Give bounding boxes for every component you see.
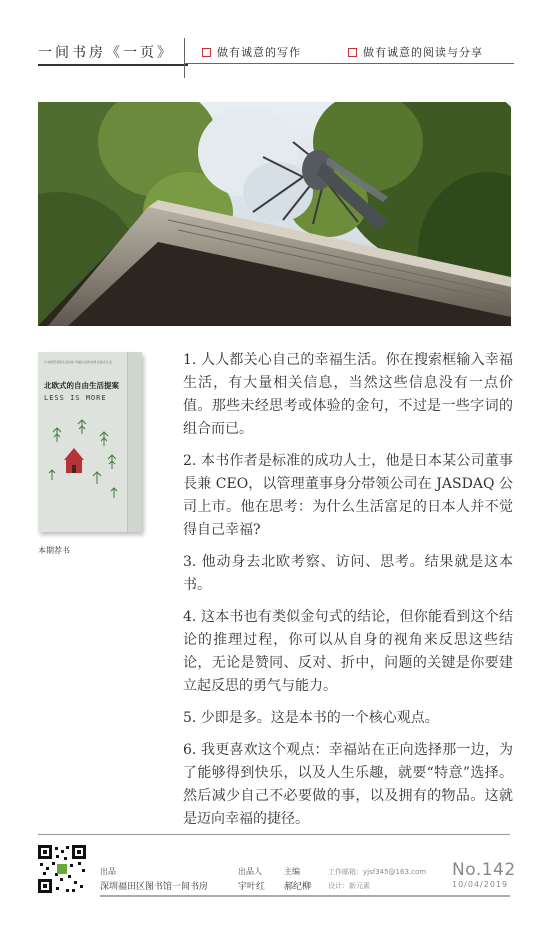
article-paragraph: 2. 本书作者是标准的成功人士，他是日本某公司董事長兼 CEO，以管理董事身分帯领公司在 JASDAQ 公司上市。他在思考：为什么生活富足的日本人并不觉得自己幸福? [183, 453, 513, 538]
article-body [183, 349, 513, 840]
article-paragraph: 1. 人人都关心自己的幸福生活。你在搜索框输入幸福生活，有大量相关信息，当然这些信息没有一点价值。那些未经思考或体验的金句，不过是一些字词的组合而已。 [183, 352, 513, 437]
book-cover-spine [127, 352, 142, 532]
editor-name: 郝纪柳 [284, 882, 312, 892]
book-cover [38, 352, 142, 532]
publisher-label: 出品 [100, 867, 116, 876]
tag-reading [348, 44, 483, 60]
book-cover-small-text: 日本经营者的生活实验 幸福生活的关键 北欧式生活 [44, 360, 112, 364]
hero-photo [38, 102, 511, 326]
book-cover-title: 北欧式的自由生活提案 [44, 381, 119, 390]
book-caption: 本期荐书 [38, 546, 70, 555]
designer: 设计：新元素 [328, 882, 370, 890]
tag-reading-label: 做有诚意的阅读与分享 [363, 46, 483, 59]
editor-label: 主编 [284, 867, 300, 876]
checkbox-icon [202, 48, 211, 57]
brand-title: 一间书房《一页》 [38, 45, 174, 61]
checkbox-icon [348, 48, 357, 57]
tag-writing-label: 做有诚意的写作 [217, 46, 301, 59]
book-cover-illustration [42, 410, 128, 520]
article-paragraph: 4. 这本书也有类似金句式的结论，但你能看到这个结论的推理过程，你可以从自身的视角来反思这些结论，无论是赞同、反对、折中，问题的关键是你要建立起反思的勇气与能力。 [183, 609, 513, 694]
footer-divider [38, 834, 510, 835]
article-paragraph: 3. 他动身去北欧考察、访问、思考。结果就是这本书。 [183, 554, 513, 593]
publisher-name: 深圳福田区图书馆一间书房 [100, 882, 209, 892]
article-paragraph: 5. 少即是多。这是本书的一个核心观点。 [183, 710, 439, 726]
header [38, 38, 514, 78]
issue-number: No.142 [452, 860, 516, 880]
book-cover-subtitle: LESS IS MORE [44, 394, 107, 402]
producer-name: 宇叶红 [238, 882, 266, 892]
tag-writing [202, 44, 301, 60]
header-divider-horizontal [184, 63, 514, 64]
qr-code-icon [38, 845, 86, 893]
work-email: 工作邮箱：yjsf345@163.com [328, 868, 427, 876]
producer-label: 出品人 [238, 867, 262, 876]
footer-bottom-rule [100, 895, 510, 897]
article-paragraph: 6. 我更喜欢这个观点：幸福站在正向选择那一边，为了能够得到快乐，以及人生乐趣，就要“特意”选择。然后减少自己不必要做的事，以及拥有的物品。这就是迈向幸福的捷径。 [183, 742, 513, 827]
brand-underline [38, 64, 188, 66]
issue-date: 10/04/2019 [452, 880, 509, 889]
header-divider-vertical [184, 38, 185, 78]
